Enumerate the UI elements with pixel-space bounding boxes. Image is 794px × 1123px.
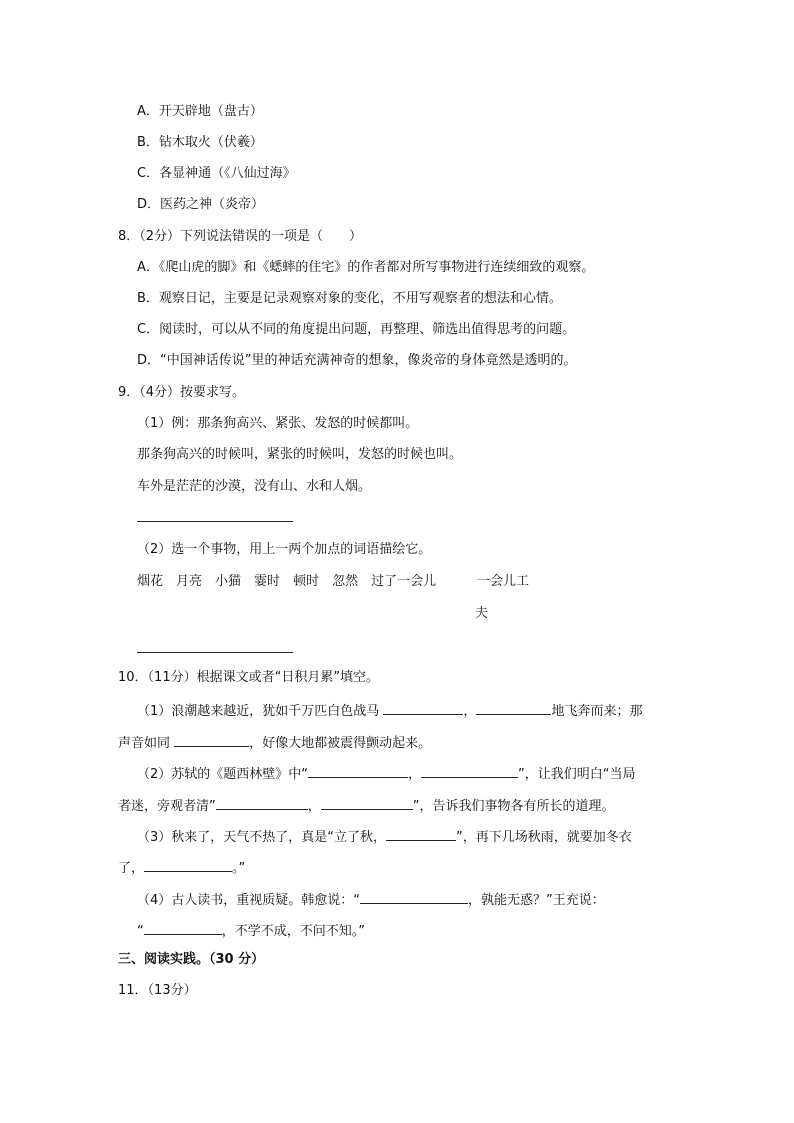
word-item: 顿时 bbox=[293, 574, 320, 589]
word-item: 霎时 bbox=[254, 574, 281, 589]
q10-part4-line2: “ ，不学不成，不问不知。” bbox=[137, 920, 365, 941]
q10-part2-line2: 者迷，旁观者清” ， ”，告诉我们事物各有所长的道理。 bbox=[118, 795, 615, 816]
fill-blank[interactable] bbox=[144, 857, 232, 872]
q7-option-a: A．开天辟地（盘古） bbox=[137, 104, 263, 119]
q10-part3-line2: 了， 。” bbox=[118, 857, 245, 878]
q9-part1-answer-line[interactable] bbox=[137, 521, 293, 522]
q9-part1-example: （1）例：那条狗高兴、紧张、发怒的时候都叫。 bbox=[137, 416, 419, 431]
q8-option-a: A．《爬山虎的脚》和《蟋蟀的住宅》的作者都对所写事物进行连续细致的观察。 bbox=[137, 260, 595, 275]
fill-blank[interactable] bbox=[360, 889, 468, 904]
q10-stem: 10．（11分）根据课文或者“日积月累”填空。 bbox=[118, 670, 380, 685]
fill-blank[interactable] bbox=[144, 920, 222, 935]
fill-blank[interactable] bbox=[476, 700, 551, 715]
fill-blank[interactable] bbox=[308, 763, 408, 778]
q10-part3-line1: （3）秋来了，天气不热了，真是“立了秋， ”，再下几场秋雨，就要加冬衣 bbox=[137, 826, 632, 847]
word-item: 过了一会儿 bbox=[371, 574, 437, 589]
q9-part2-stem: （2）选一个事物，用上一两个加点的词语描绘它。 bbox=[137, 542, 432, 557]
fill-blank[interactable] bbox=[174, 732, 249, 747]
q8-option-c: C．阅读时，可以从不同的角度提出问题，再整理、筛选出值得思考的问题。 bbox=[137, 322, 576, 337]
q9-word-list bbox=[137, 573, 436, 591]
word-item: 烟花 bbox=[137, 574, 164, 589]
fill-blank[interactable] bbox=[321, 795, 413, 810]
q9-stem: 9．（4分）按要求写。 bbox=[118, 385, 246, 400]
word-item: 小猫 bbox=[215, 574, 242, 589]
word-item: 一会儿工 bbox=[477, 574, 530, 589]
q8-option-b: B．观察日记，主要是记录观察对象的变化，不用写观察者的想法和心情。 bbox=[137, 291, 562, 306]
fill-blank[interactable] bbox=[216, 795, 308, 810]
q8-stem: 8．（2分）下列说法错误的一项是（ ） bbox=[118, 229, 363, 244]
section-heading: 三、阅读实践。（30 分） bbox=[118, 952, 265, 967]
word-item: 月亮 bbox=[176, 574, 203, 589]
q7-option-c: C．各显神通（《八仙过海》 bbox=[137, 166, 296, 181]
fill-blank[interactable] bbox=[386, 826, 456, 841]
q9-part1-rewrite: 那条狗高兴的时候叫，紧张的时候叫，发怒的时候也叫。 bbox=[137, 447, 463, 462]
q10-part1-line2: 声音如同 ，好像大地都被震得颤动起来。 bbox=[118, 732, 431, 753]
q10-part2-line1: （2）苏轼的《题西林壁》中“ ， ”，让我们明白“当局 bbox=[137, 763, 636, 784]
fill-blank[interactable] bbox=[383, 700, 463, 715]
word-item: 忽然 bbox=[332, 574, 359, 589]
fill-blank[interactable] bbox=[421, 763, 518, 778]
q11-stem: 11．（13分） bbox=[118, 983, 197, 998]
word-item-wrap: 夫 bbox=[475, 606, 489, 621]
q10-part1-line1: （1）浪潮越来越近，犹如千万匹白色战马 ， 地飞奔而来；那 bbox=[137, 700, 642, 721]
q9-part2-answer-line[interactable] bbox=[137, 652, 293, 653]
q9-part1-task: 车外是茫茫的沙漠，没有山、水和人烟。 bbox=[137, 479, 372, 494]
q7-option-b: B．钻木取火（伏羲） bbox=[137, 135, 263, 150]
q8-option-d: D．“中国神话传说”里的神话充满神奇的想象，像炎帝的身体竟然是透明的。 bbox=[137, 353, 577, 368]
q10-part4-line1: （4）古人读书，重视质疑。韩愈说：“ ，孰能无惑？”王充说： bbox=[137, 889, 605, 910]
q7-option-d: D．医药之神（炎帝） bbox=[137, 197, 265, 212]
